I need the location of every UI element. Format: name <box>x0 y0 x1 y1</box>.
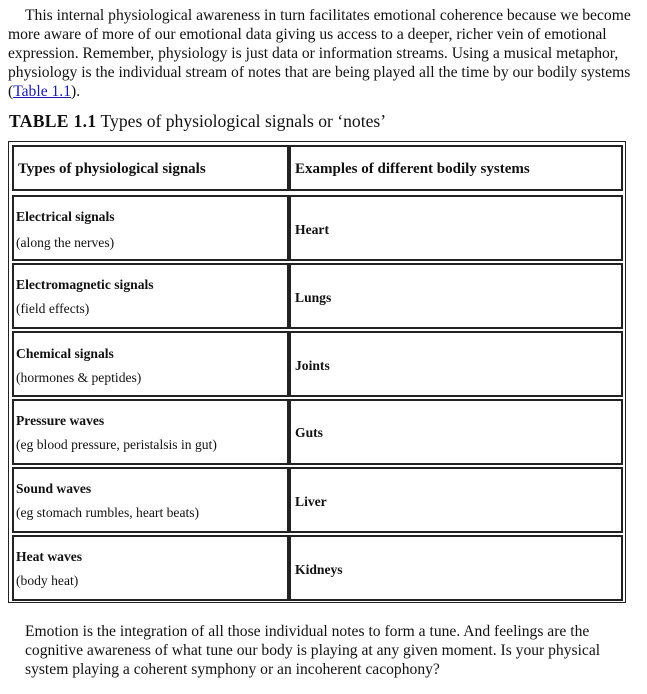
table-row <box>289 195 623 261</box>
signal-type: Chemical signals <box>16 346 114 361</box>
table-row <box>289 399 623 465</box>
intro-paragraph <box>8 6 633 101</box>
closing-paragraph: Emotion is the integration of all those individual notes to form a tune. And feelings are the cognitive awareness of what tune our body is playing at any given moment. Is your physical system playing a coherent symphony or an incoherent cacophony? <box>25 623 601 678</box>
signal-type: Heat waves <box>16 549 83 564</box>
signal-detail: (hormones & peptides) <box>16 370 142 385</box>
bodily-system: Kidneys <box>295 562 343 577</box>
bodily-system: Heart <box>295 222 329 237</box>
signal-type: Pressure waves <box>16 413 105 428</box>
signal-detail: (eg stomach rumbles, heart beats) <box>16 505 200 520</box>
table-row <box>12 263 289 329</box>
signal-type: Sound waves <box>16 481 92 496</box>
table-row <box>12 331 289 397</box>
signal-type: Electromagnetic signals <box>16 277 154 292</box>
table-row <box>289 535 623 601</box>
table-row <box>12 399 289 465</box>
signal-type: Electrical signals <box>16 209 115 224</box>
table-header-systems: Examples of different bodily systems <box>289 145 623 191</box>
table-header-signals: Types of physiological signals <box>12 145 289 191</box>
table-caption <box>9 111 386 132</box>
table-reference-link[interactable]: Table 1.1 <box>13 83 72 100</box>
signal-detail: (field effects) <box>16 301 90 316</box>
signal-detail: (along the nerves) <box>16 235 115 250</box>
table-row <box>12 535 289 601</box>
signal-detail: (body heat) <box>16 573 79 588</box>
table-caption-label: TABLE 1.1 <box>9 111 97 131</box>
bodily-system: Lungs <box>295 290 332 305</box>
physiological-signals-table <box>8 141 626 603</box>
bodily-system: Liver <box>295 494 327 509</box>
bodily-system: Guts <box>295 425 323 440</box>
table-row <box>12 467 289 533</box>
bodily-system: Joints <box>295 358 330 373</box>
table-caption-title: Types of physiological signals or ‘notes’ <box>100 111 387 131</box>
signal-detail: (eg blood pressure, peristalsis in gut) <box>16 437 217 452</box>
intro-tail: ). <box>71 83 81 100</box>
table-row <box>289 263 623 329</box>
table-row <box>289 331 623 397</box>
intro-text: This internal physiological awareness in turn facilitates emotional coherence because we become more aware of more of our emotional data giving us access to a deeper, richer vein of emotional expression. Remember, physiology is just data or information streams. Using a musical metaphor, physiology is the individual stream of notes that are being played all the time by our bodily systems ( <box>8 7 631 100</box>
table-row <box>289 467 623 533</box>
table-row <box>12 195 289 261</box>
